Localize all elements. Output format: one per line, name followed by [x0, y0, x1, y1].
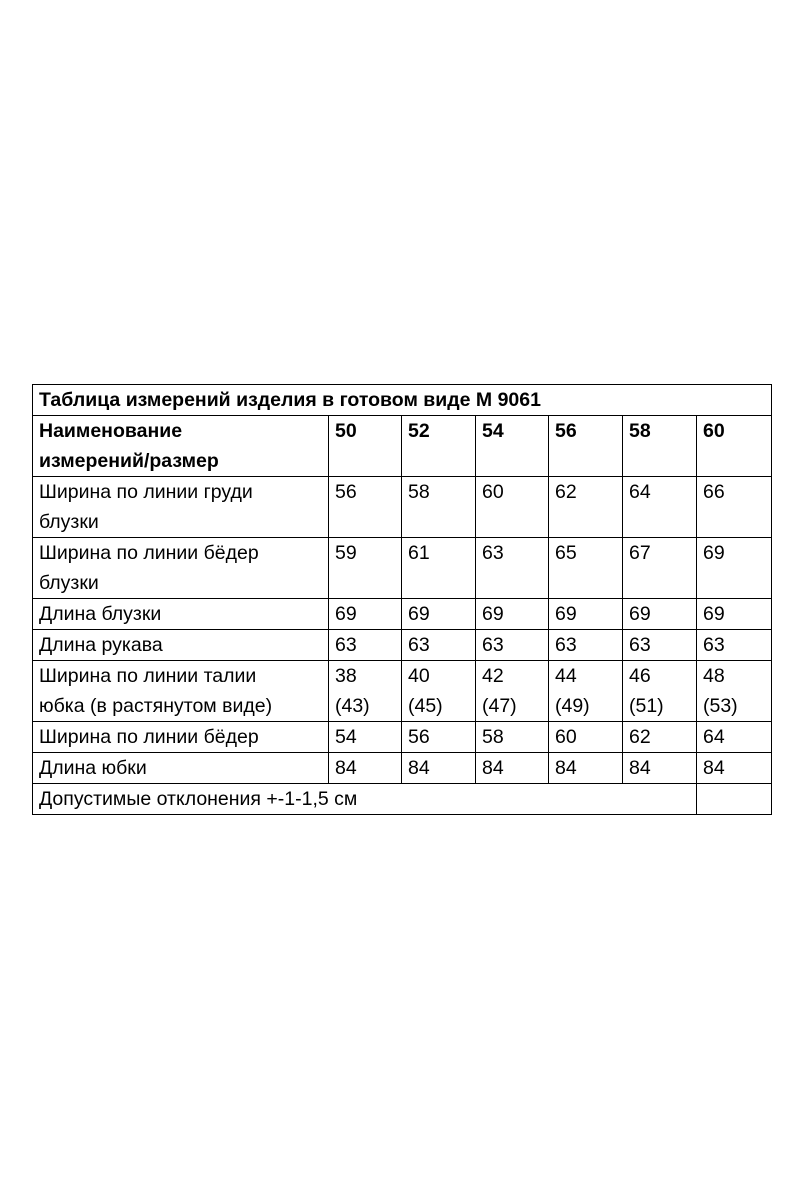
- measurement-value-cell: [549, 722, 623, 753]
- measurement-label-cell: [33, 538, 329, 599]
- measurement-value-line: 63: [482, 634, 504, 656]
- measurement-value-line: 69: [482, 603, 504, 625]
- measurement-value-line: 84: [629, 757, 651, 779]
- measurement-value-line: 56: [408, 726, 430, 748]
- measurement-value-line: 40: [408, 665, 430, 687]
- measurement-value-line: 84: [703, 757, 725, 779]
- measurement-row: [33, 753, 772, 784]
- measurement-label-cell: [33, 630, 329, 661]
- header-row: [33, 416, 772, 477]
- measurement-value-line: 69: [335, 603, 357, 625]
- title-row: [33, 385, 772, 416]
- measurement-value-cell: [623, 753, 697, 784]
- measurement-value-line: 66: [703, 481, 725, 503]
- measurement-value-line: 48: [703, 665, 725, 687]
- measurement-value-cell: [329, 722, 402, 753]
- header-label-cell: [33, 416, 329, 477]
- measurement-value-cell: [697, 538, 772, 599]
- measurement-label-line: блузки: [39, 511, 99, 533]
- measurement-value-cell: [329, 477, 402, 538]
- measurement-value-cell: [476, 599, 549, 630]
- measurement-value-cell: [476, 630, 549, 661]
- measurement-row: [33, 477, 772, 538]
- measurement-value-line: 69: [703, 542, 725, 564]
- measurement-value-cell: [549, 477, 623, 538]
- measurement-value-line: (47): [482, 695, 517, 717]
- measurement-value-line: 63: [629, 634, 651, 656]
- measurement-value-line: (51): [629, 695, 664, 717]
- measurement-value-line: 58: [408, 481, 430, 503]
- table-body: [33, 385, 772, 815]
- measurement-label-cell: [33, 661, 329, 722]
- measurement-value-cell: [402, 753, 476, 784]
- measurement-value-line: (49): [555, 695, 590, 717]
- measurement-label-line: Ширина по линии бёдер: [39, 726, 259, 748]
- measurement-value-line: 63: [482, 542, 504, 564]
- measurement-value-line: 58: [482, 726, 504, 748]
- size-header-cell: 56: [549, 416, 623, 477]
- measurement-value-line: 64: [703, 726, 725, 748]
- measurement-value-line: 62: [629, 726, 651, 748]
- measurement-label-line: юбка (в растянутом виде): [39, 695, 273, 717]
- measurement-value-line: 60: [482, 481, 504, 503]
- measurement-value-line: 63: [703, 634, 725, 656]
- measurement-value-cell: [329, 538, 402, 599]
- measurement-value-cell: [623, 538, 697, 599]
- size-header-cell: 54: [476, 416, 549, 477]
- measurement-value-line: 84: [408, 757, 430, 779]
- measurement-label-line: Длина блузки: [39, 603, 162, 625]
- footer-row: [33, 784, 772, 815]
- measurement-label-line: Ширина по линии бёдер: [39, 542, 259, 564]
- size-header-cell: 52: [402, 416, 476, 477]
- measurement-value-cell: [402, 599, 476, 630]
- measurement-value-cell: [623, 630, 697, 661]
- measurement-value-line: 69: [555, 603, 577, 625]
- measurement-value-line: 69: [629, 603, 651, 625]
- measurement-table: [32, 384, 772, 815]
- measurement-label-line: Ширина по линии талии: [39, 665, 257, 687]
- measurement-row: [33, 661, 772, 722]
- measurement-value-line: (45): [408, 695, 443, 717]
- measurement-label-cell: [33, 753, 329, 784]
- measurement-value-cell: [549, 599, 623, 630]
- measurement-value-cell: [329, 661, 402, 722]
- measurement-value-cell: [329, 753, 402, 784]
- measurement-value-cell: [476, 722, 549, 753]
- measurement-value-cell: [549, 630, 623, 661]
- measurement-row: [33, 722, 772, 753]
- measurement-value-line: 38: [335, 665, 357, 687]
- measurement-value-cell: [549, 753, 623, 784]
- measurement-value-cell: [476, 538, 549, 599]
- measurement-value-cell: [697, 722, 772, 753]
- measurement-value-cell: [623, 722, 697, 753]
- measurement-value-cell: [623, 661, 697, 722]
- measurement-value-line: 63: [335, 634, 357, 656]
- header-label-line: измерений/размер: [39, 450, 219, 472]
- measurement-value-line: 84: [482, 757, 504, 779]
- measurement-value-line: 46: [629, 665, 651, 687]
- measurement-value-line: 59: [335, 542, 357, 564]
- measurement-value-cell: [623, 477, 697, 538]
- measurement-value-line: 54: [335, 726, 357, 748]
- measurement-value-line: 60: [555, 726, 577, 748]
- measurement-value-cell: [549, 661, 623, 722]
- measurement-value-cell: [402, 538, 476, 599]
- measurement-value-line: 69: [703, 603, 725, 625]
- measurement-value-cell: [329, 599, 402, 630]
- measurement-value-cell: [402, 477, 476, 538]
- measurement-value-line: 67: [629, 542, 651, 564]
- measurement-row: [33, 630, 772, 661]
- size-header-cell: 50: [329, 416, 402, 477]
- measurement-value-line: 65: [555, 542, 577, 564]
- measurement-value-cell: [549, 538, 623, 599]
- measurement-row: [33, 538, 772, 599]
- measurement-row: [33, 599, 772, 630]
- measurement-label-cell: [33, 722, 329, 753]
- measurement-label-line: Ширина по линии груди: [39, 481, 253, 503]
- measurement-value-line: 63: [555, 634, 577, 656]
- measurement-value-cell: [402, 722, 476, 753]
- measurement-value-line: 62: [555, 481, 577, 503]
- measurement-value-cell: [697, 630, 772, 661]
- empty-cell: [697, 784, 772, 815]
- measurement-value-cell: [697, 599, 772, 630]
- measurement-value-cell: [697, 753, 772, 784]
- measurement-value-cell: [402, 661, 476, 722]
- measurement-value-line: 63: [408, 634, 430, 656]
- measurement-value-line: 69: [408, 603, 430, 625]
- table-title: Таблица измерений изделия в готовом виде М 9061: [33, 385, 772, 416]
- measurement-value-line: 42: [482, 665, 504, 687]
- measurement-value-line: 61: [408, 542, 430, 564]
- measurement-value-cell: [476, 661, 549, 722]
- measurement-value-line: 44: [555, 665, 577, 687]
- measurement-label-line: Длина рукава: [39, 634, 163, 656]
- size-header-cell: 60: [697, 416, 772, 477]
- measurement-value-cell: [329, 630, 402, 661]
- measurement-label-line: Длина юбки: [39, 757, 147, 779]
- measurement-value-line: 84: [555, 757, 577, 779]
- measurement-value-line: 84: [335, 757, 357, 779]
- measurement-value-cell: [697, 477, 772, 538]
- measurement-value-line: 56: [335, 481, 357, 503]
- measurement-value-line: (53): [703, 695, 738, 717]
- measurement-value-cell: [697, 661, 772, 722]
- header-label-line: Наименование: [39, 420, 183, 442]
- measurement-value-cell: [623, 599, 697, 630]
- size-header-cell: 58: [623, 416, 697, 477]
- measurement-label-cell: [33, 477, 329, 538]
- tolerance-note: Допустимые отклонения +-1-1,5 см: [33, 784, 697, 815]
- measurement-value-line: 64: [629, 481, 651, 503]
- measurement-value-cell: [476, 753, 549, 784]
- measurement-value-cell: [402, 630, 476, 661]
- measurement-label-line: блузки: [39, 572, 99, 594]
- measurement-label-cell: [33, 599, 329, 630]
- measurement-value-line: (43): [335, 695, 370, 717]
- measurement-value-cell: [476, 477, 549, 538]
